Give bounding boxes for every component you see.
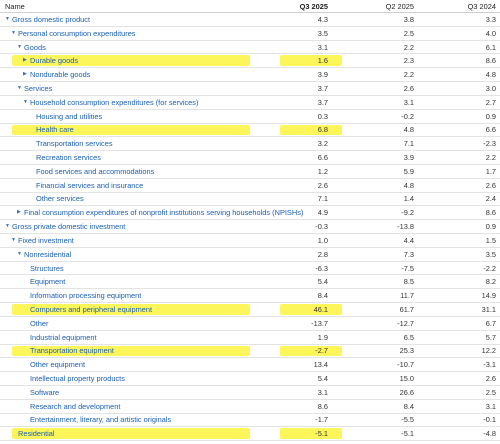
row-label xyxy=(23,317,48,330)
table-row xyxy=(0,124,500,138)
table-row xyxy=(0,289,500,303)
value-q2-2025: 2.3 xyxy=(403,56,414,66)
table-row xyxy=(0,427,500,441)
value-q3-2024: 2.4 xyxy=(485,194,496,204)
row-label-text: Intellectual property products xyxy=(30,374,125,384)
value-q3-2025: 1.6 xyxy=(317,56,328,66)
row-label[interactable] xyxy=(5,13,90,26)
row-label-text: Structures xyxy=(30,263,64,273)
row-label-text: Recreation services xyxy=(36,153,101,163)
value-q3-2024: 3.0 xyxy=(485,83,496,93)
value-q3-2025: 3.7 xyxy=(317,97,328,107)
value-q2-2025: 8.4 xyxy=(403,401,414,411)
value-q3-2024: -3.1 xyxy=(483,360,496,370)
value-q3-2024: 0.9 xyxy=(485,222,496,232)
table-row xyxy=(0,345,500,359)
row-label-text: Research and development xyxy=(30,401,121,411)
value-q3-2024: 0.9 xyxy=(485,111,496,121)
value-q3-2024: 4.8 xyxy=(485,70,496,80)
value-q2-2025: 2.2 xyxy=(403,42,414,52)
table-row xyxy=(0,275,500,289)
table-row xyxy=(0,358,500,372)
value-q3-2025: 3.7 xyxy=(317,83,328,93)
table-row xyxy=(0,220,500,234)
value-q2-2025: 26.6 xyxy=(399,387,414,397)
value-q3-2024: 14.9 xyxy=(481,291,496,301)
row-label-text: Industrial equipment xyxy=(30,332,97,342)
row-label xyxy=(23,345,114,358)
value-q3-2024: 5.7 xyxy=(485,332,496,342)
value-q3-2024: 2.5 xyxy=(485,387,496,397)
row-label xyxy=(11,427,55,440)
table-row xyxy=(0,372,500,386)
value-q3-2025: 3.1 xyxy=(317,387,328,397)
table-row xyxy=(0,137,500,151)
value-q3-2025: 46.1 xyxy=(313,304,328,314)
value-q3-2025: -5.1 xyxy=(315,429,328,439)
value-q2-2025: -9.2 xyxy=(401,208,414,218)
value-q3-2024: 1.7 xyxy=(485,166,496,176)
collapse-caret-icon[interactable]: ▼ xyxy=(17,84,22,91)
value-q2-2025: 8.5 xyxy=(403,277,414,287)
row-label[interactable] xyxy=(5,220,125,233)
value-q3-2025: -6.3 xyxy=(315,263,328,273)
value-q3-2025: 13.4 xyxy=(313,360,328,370)
value-q2-2025: 2.2 xyxy=(403,70,414,80)
row-label[interactable] xyxy=(11,234,74,247)
header-q3-2025[interactable]: Q3 2025 xyxy=(299,1,328,11)
value-q3-2025: 3.9 xyxy=(317,70,328,80)
row-label xyxy=(23,372,125,385)
table-row xyxy=(0,110,500,124)
value-q2-2025: 15.0 xyxy=(399,374,414,384)
value-q3-2024: -2.2 xyxy=(483,263,496,273)
value-q3-2024: 4.0 xyxy=(485,28,496,38)
row-label-text: Other services xyxy=(36,194,84,204)
value-q3-2025: 2.8 xyxy=(317,249,328,259)
value-q3-2024: 2.2 xyxy=(485,153,496,163)
row-label[interactable] xyxy=(17,206,303,219)
value-q3-2025: 2.6 xyxy=(317,180,328,190)
value-q3-2025: 3.2 xyxy=(317,139,328,149)
row-label xyxy=(23,358,85,371)
row-label-text: Computers and peripheral equipment xyxy=(30,304,153,314)
row-label-text: Goods xyxy=(24,42,46,52)
header-q2-2025[interactable]: Q2 2025 xyxy=(385,1,414,11)
value-q2-2025: 5.9 xyxy=(403,166,414,176)
value-q2-2025: 61.7 xyxy=(399,304,414,314)
row-label-text: Services xyxy=(24,83,53,93)
value-q3-2025: 6.8 xyxy=(317,125,328,135)
table-row xyxy=(0,68,500,82)
value-q2-2025: -13.8 xyxy=(397,222,414,232)
collapse-caret-icon[interactable]: ▼ xyxy=(5,15,10,22)
table-row xyxy=(0,262,500,276)
row-label xyxy=(23,262,64,275)
value-q3-2025: 7.1 xyxy=(317,194,328,204)
value-q3-2025: 8.4 xyxy=(317,291,328,301)
row-label-text: Entertainment, literary, and artistic originals xyxy=(30,415,172,425)
row-label-text: Gross domestic product xyxy=(12,14,91,24)
row-label-text: Nonresidential xyxy=(24,249,72,259)
value-q2-2025: 25.3 xyxy=(399,346,414,356)
row-label-text: Gross private domestic investment xyxy=(12,222,126,232)
row-label-text: Transportation equipment xyxy=(30,346,114,356)
table-header xyxy=(0,0,500,13)
value-q3-2025: 8.6 xyxy=(317,401,328,411)
table-row xyxy=(0,27,500,41)
value-q2-2025: -5.1 xyxy=(401,429,414,439)
row-label xyxy=(23,303,152,316)
row-label[interactable] xyxy=(17,41,46,54)
table-row xyxy=(0,151,500,165)
table-row xyxy=(0,41,500,55)
table-row xyxy=(0,386,500,400)
value-q2-2025: -12.7 xyxy=(397,318,414,328)
row-label-text: Information processing equipment xyxy=(30,291,142,301)
row-label xyxy=(29,165,154,178)
row-label xyxy=(29,137,113,150)
value-q2-2025: 7.1 xyxy=(403,139,414,149)
value-q2-2025: 11.7 xyxy=(400,291,414,301)
row-label[interactable] xyxy=(17,248,71,261)
header-name: Name xyxy=(5,1,25,11)
row-label xyxy=(23,386,59,399)
row-label xyxy=(23,400,120,413)
row-label-text: Equipment xyxy=(30,277,66,287)
collapse-caret-icon[interactable]: ▼ xyxy=(23,98,28,105)
value-q2-2025: 6.5 xyxy=(403,332,414,342)
value-q3-2024: 6.7 xyxy=(485,318,496,328)
table-body xyxy=(0,13,500,441)
row-label[interactable] xyxy=(17,82,52,95)
value-q3-2025: 4.9 xyxy=(317,208,328,218)
value-q3-2025: -0.3 xyxy=(315,222,328,232)
row-label xyxy=(23,289,141,302)
table-row xyxy=(0,165,500,179)
row-label-text: Durable goods xyxy=(30,56,79,66)
value-q2-2025: 2.6 xyxy=(403,83,414,93)
table-row xyxy=(0,179,500,193)
value-q2-2025: -7.5 xyxy=(401,263,414,273)
value-q2-2025: 3.1 xyxy=(403,97,414,107)
value-q3-2025: 6.6 xyxy=(317,153,328,163)
value-q3-2025: 3.1 xyxy=(317,42,328,52)
value-q3-2024: -0.1 xyxy=(483,415,496,425)
value-q3-2025: 1.0 xyxy=(317,235,328,245)
value-q2-2025: 4.4 xyxy=(403,235,414,245)
value-q3-2025: -2.7 xyxy=(315,346,328,356)
row-label[interactable] xyxy=(23,96,198,109)
value-q2-2025: 4.8 xyxy=(403,125,414,135)
value-q3-2024: 1.5 xyxy=(485,235,496,245)
value-q3-2024: 6.1 xyxy=(485,42,496,52)
table-row xyxy=(0,13,500,27)
row-label xyxy=(29,151,101,164)
value-q3-2024: 3.3 xyxy=(485,14,496,24)
row-label-text: Household consumption expenditures (for services) xyxy=(30,97,199,107)
row-label[interactable] xyxy=(23,54,78,67)
value-q3-2025: 5.4 xyxy=(317,277,328,287)
value-q3-2025: 0.3 xyxy=(317,111,328,121)
collapse-caret-icon[interactable]: ▼ xyxy=(17,43,22,50)
table-row xyxy=(0,96,500,110)
row-label-text: Personal consumption expenditures xyxy=(18,28,136,38)
value-q3-2024: 12.2 xyxy=(481,346,496,356)
value-q2-2025: 4.8 xyxy=(403,180,414,190)
value-q3-2025: 4.3 xyxy=(317,14,328,24)
value-q3-2024: 8.2 xyxy=(485,277,496,287)
row-label xyxy=(29,110,102,123)
collapse-caret-icon[interactable]: ▼ xyxy=(5,223,10,230)
value-q2-2025: -10.7 xyxy=(397,360,414,370)
row-label-text: Financial services and insurance xyxy=(36,180,144,190)
value-q3-2024: 2.6 xyxy=(485,374,496,384)
value-q2-2025: -0.2 xyxy=(401,111,414,121)
value-q2-2025: 1.4 xyxy=(403,194,414,204)
row-label-text: Other equipment xyxy=(30,360,86,370)
value-q3-2024: 2.6 xyxy=(485,180,496,190)
value-q2-2025: -5.5 xyxy=(401,415,414,425)
expand-caret-icon[interactable]: ▶ xyxy=(23,71,27,78)
table-row xyxy=(0,317,500,331)
row-label xyxy=(29,179,143,192)
row-label xyxy=(23,331,97,344)
value-q3-2025: 3.5 xyxy=(317,28,328,38)
value-q3-2024: 31.1 xyxy=(481,304,496,314)
value-q2-2025: 3.8 xyxy=(403,14,414,24)
row-label xyxy=(23,414,171,427)
row-label[interactable] xyxy=(23,68,90,81)
table-row xyxy=(0,54,500,68)
expand-caret-icon[interactable]: ▶ xyxy=(17,209,21,216)
row-label xyxy=(29,193,84,206)
row-label[interactable] xyxy=(11,27,136,40)
value-q2-2025: 7.3 xyxy=(403,249,414,259)
value-q2-2025: 2.5 xyxy=(403,28,414,38)
value-q3-2025: 5.4 xyxy=(317,374,328,384)
value-q3-2025: 1.2 xyxy=(317,166,328,176)
row-label xyxy=(23,275,65,288)
expand-caret-icon[interactable]: ▶ xyxy=(23,57,27,64)
row-label-text: Food services and accommodations xyxy=(36,166,155,176)
table-row xyxy=(0,414,500,428)
value-q3-2024: -2.3 xyxy=(483,139,496,149)
value-q3-2024: 8.6 xyxy=(485,208,496,218)
value-q3-2024: 3.1 xyxy=(485,401,496,411)
table-row xyxy=(0,400,500,414)
value-q3-2025: -13.7 xyxy=(311,318,328,328)
row-label xyxy=(29,124,74,137)
value-q3-2024: -4.8 xyxy=(483,429,496,439)
row-label-text: Housing and utilities xyxy=(36,111,103,121)
row-label-text: Transportation services xyxy=(36,139,113,149)
value-q3-2025: -1.7 xyxy=(315,415,328,425)
value-q2-2025: 3.9 xyxy=(403,153,414,163)
row-label-text: Final consumption expenditures of nonprofit institutions serving households (NPISHs) xyxy=(24,208,304,218)
value-q3-2024: 3.5 xyxy=(485,249,496,259)
table-row xyxy=(0,248,500,262)
table-row xyxy=(0,331,500,345)
row-label-text: Residential xyxy=(18,429,55,439)
value-q3-2024: 6.6 xyxy=(485,125,496,135)
collapse-caret-icon[interactable]: ▼ xyxy=(11,236,16,243)
table-row xyxy=(0,303,500,317)
value-q3-2024: 2.7 xyxy=(485,97,496,107)
table-row xyxy=(0,193,500,207)
value-q3-2024: 8.6 xyxy=(485,56,496,66)
row-label-text: Software xyxy=(30,387,60,397)
table-row xyxy=(0,234,500,248)
row-label-text: Health care xyxy=(36,125,74,135)
header-q3-2024[interactable]: Q3 2024 xyxy=(467,1,496,11)
row-label-text: Other xyxy=(30,318,49,328)
collapse-caret-icon[interactable]: ▼ xyxy=(11,29,16,36)
value-q3-2025: 1.9 xyxy=(317,332,328,342)
table-row xyxy=(0,206,500,220)
row-label-text: Nondurable goods xyxy=(30,70,91,80)
collapse-caret-icon[interactable]: ▼ xyxy=(17,250,22,257)
row-label-text: Fixed investment xyxy=(18,235,74,245)
table-row xyxy=(0,82,500,96)
